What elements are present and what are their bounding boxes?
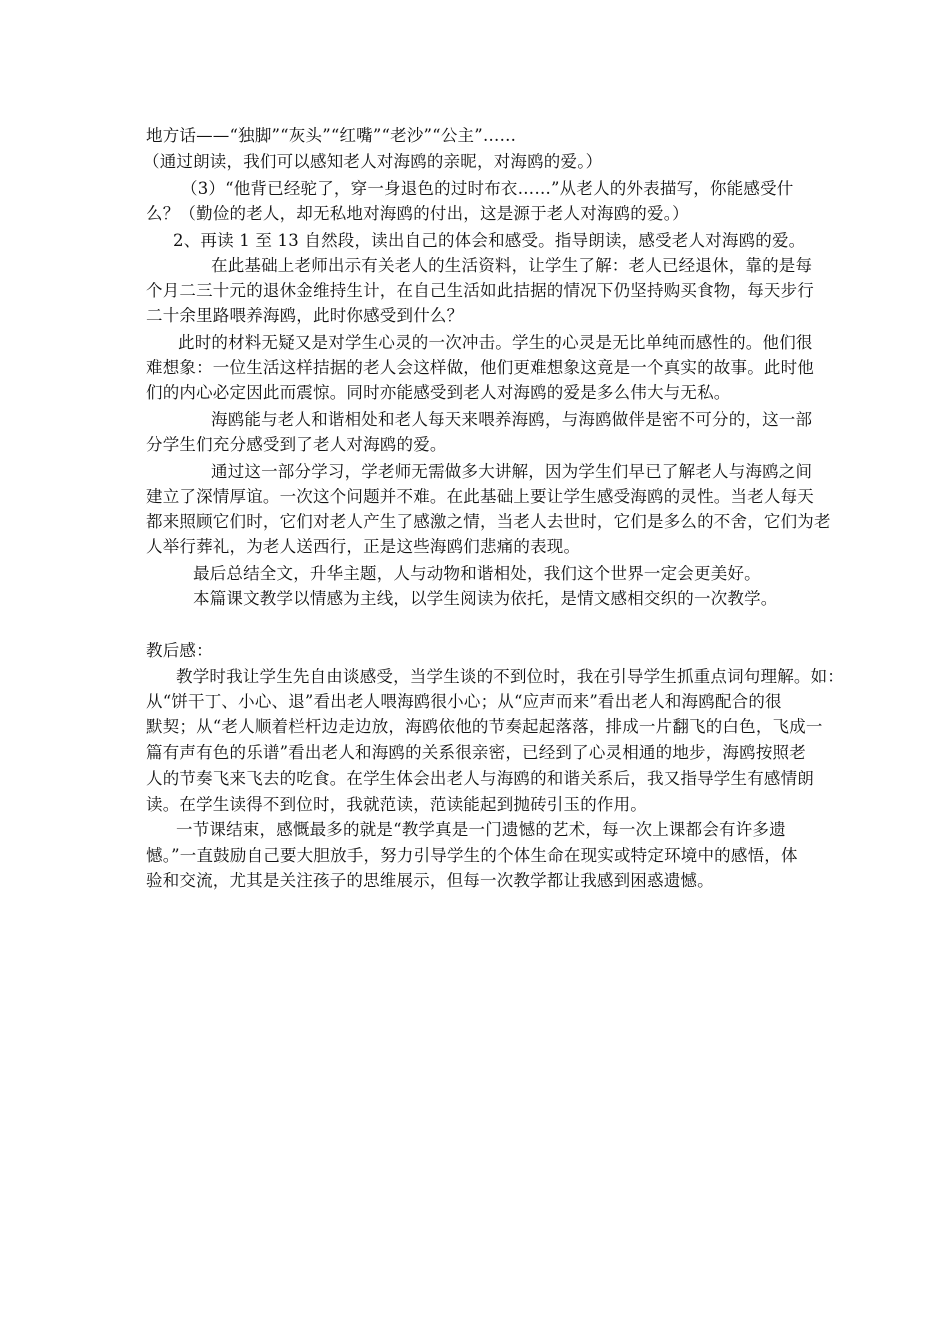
text-line: 建立了深情厚谊。一次这个问题并不难。在此基础上要让学生感受海鸥的灵性。当老人每天 bbox=[146, 487, 814, 506]
text-line: 人举行葬礼，为老人送西行，正是这些海鸥们悲痛的表现。 bbox=[146, 537, 581, 556]
text-line: 教学时我让学生先自由谈感受，当学生谈的不到位时，我在引导学生抓重点词句理解。如： bbox=[176, 667, 844, 686]
text-line: 验和交流，尤其是关注孩子的思维展示，但每一次教学都让我感到困惑遗憾。 bbox=[146, 871, 714, 890]
text-line: 海鸥能与老人和谐相处和老人每天来喂养海鸥，与海鸥做伴是密不可分的，这一部 bbox=[211, 410, 813, 429]
text-line: 人的节奏飞来飞去的吃食。在学生体会出老人与海鸥的和谐关系后，我又指导学生有感情朗 bbox=[146, 769, 814, 788]
text-line: 此时的材料无疑又是对学生心灵的一次冲击。学生的心灵是无比单纯而感性的。他们很 bbox=[178, 333, 813, 352]
text-line: 个月二三十元的退休金维持生计，在自己生活如此拮据的情况下仍坚持购买食物，每天步行 bbox=[146, 281, 814, 300]
text-line: （3）“他背已经驼了，穿一身退色的过时布衣……”从老人的外表描写，你能感受什 bbox=[181, 179, 794, 198]
text-line: 地方话——“独脚”“灰头”“红嘴”“老沙”“公主”…… bbox=[146, 126, 517, 145]
text-line: 憾。”一直鼓励自己要大胆放手，努力引导学生的个体生命在现实或特定环境中的感悟，体 bbox=[146, 846, 798, 865]
text-line: 一节课结束，感慨最多的就是“教学真是一门遗憾的艺术，每一次上课都会有许多遗 bbox=[176, 820, 786, 839]
text-line: 难想象：一位生活这样拮据的老人会这样做，他们更难想象这竟是一个真实的故事。此时他 bbox=[146, 358, 814, 377]
text-line: 在此基础上老师出示有关老人的生活资料，让学生了解：老人已经退休，靠的是每 bbox=[211, 256, 813, 275]
text-line: 分学生们充分感受到了老人对海鸥的爱。 bbox=[146, 435, 447, 454]
text-line: 们的内心必定因此而震惊。同时亦能感受到老人对海鸥的爱是多么伟大与无私。 bbox=[146, 383, 731, 402]
text-line: 默契；从“老人顺着栏杆边走边放，海鸥依他的节奏起起落落，排成一片翻飞的白色，飞成一 bbox=[146, 717, 823, 736]
text-line: 都来照顾它们时，它们对老人产生了感激之情，当老人去世时，它们是多么的不舍，它们为老 bbox=[146, 512, 831, 531]
text-line: 最后总结全文，升华主题，人与动物和谐相处，我们这个世界一定会更美好。 bbox=[193, 564, 761, 583]
text-line: （通过朗读，我们可以感知老人对海鸥的亲昵，对海鸥的爱。） bbox=[143, 152, 603, 171]
text-line: 通过这一部分学习，学老师无需做多大讲解，因为学生们早已了解老人与海鸥之间 bbox=[211, 462, 813, 481]
section-heading: 教后感： bbox=[146, 641, 213, 660]
text-line: 篇有声有色的乐谱”看出老人和海鸥的关系很亲密，已经到了心灵相通的地步，海鸥按照老 bbox=[146, 743, 806, 762]
text-line: 么？（勤俭的老人，却无私地对海鸥的付出，这是源于老人对海鸥的爱。） bbox=[146, 204, 689, 223]
text-line: 2、再读 1 至 13 自然段，读出自己的体会和感受。指导朗读，感受老人对海鸥的爱。 bbox=[173, 231, 806, 250]
text-line: 二十余里路喂养海鸥，此时你感受到什么？ bbox=[146, 306, 464, 325]
text-line: 从“饼干丁、小心、退”看出老人喂海鸥很小心；从“应声而来”看出老人和海鸥配合的很 bbox=[146, 692, 782, 711]
text-line: 本篇课文教学以情感为主线，以学生阅读为依托，是情文感相交织的一次教学。 bbox=[193, 589, 778, 608]
text-line: 读。在学生读得不到位时，我就范读，范读能起到抛砖引玉的作用。 bbox=[146, 795, 647, 814]
